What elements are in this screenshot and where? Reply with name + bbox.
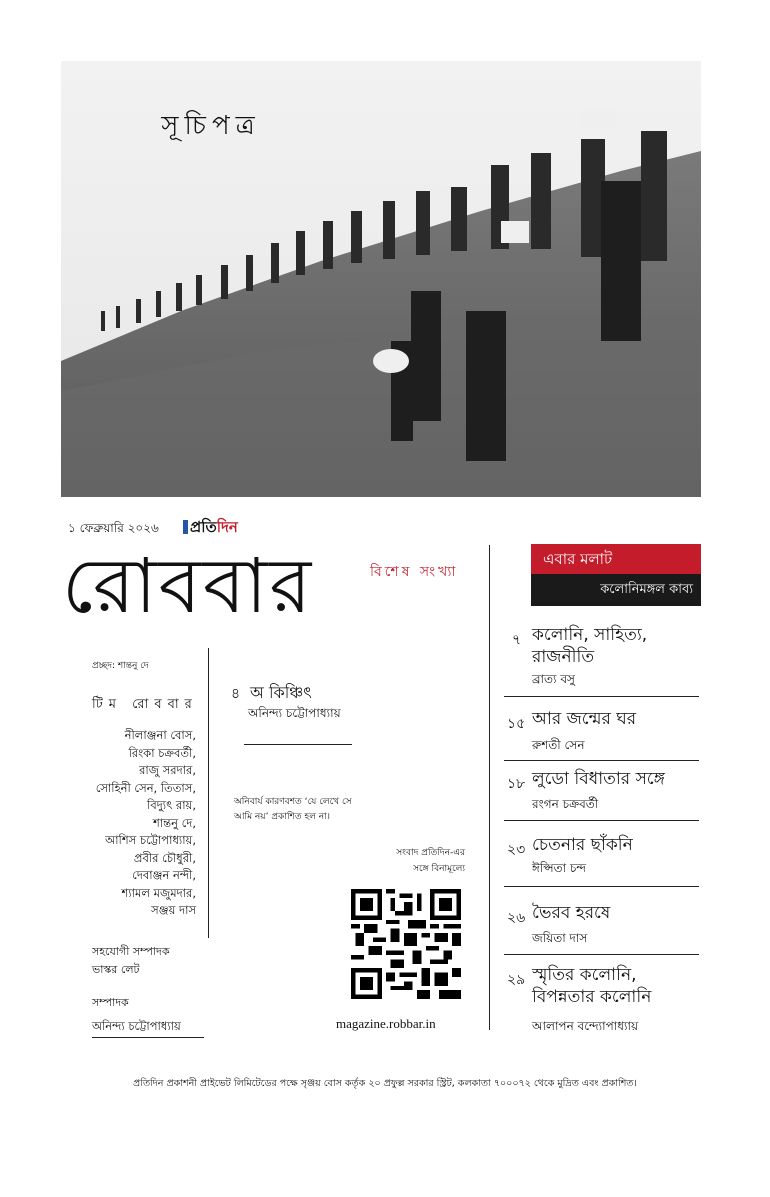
toc-item-title[interactable]: লুডো বিধাতার সঙ্গে xyxy=(532,769,665,789)
toc-divider xyxy=(504,696,699,697)
credits-divider xyxy=(208,648,209,938)
team-name: দেবাঞ্জন নন্দী, xyxy=(132,868,196,882)
editorial-title[interactable]: অ কিঞ্চিৎ xyxy=(250,683,312,702)
toc-divider xyxy=(504,954,699,955)
team-heading: টিম রোববার xyxy=(92,697,198,712)
team-name: প্রবীর চৌধুরী, xyxy=(133,850,196,865)
team-name: সঞ্জয় দাস xyxy=(151,903,196,917)
team-name: সোহিনী সেন, তিতাস, xyxy=(95,780,196,795)
associate-editor-label: সহযোগী সম্পাদক xyxy=(92,945,170,958)
toc-item-author: আলাপন বন্দ্যোপাধ্যায় xyxy=(532,1019,639,1033)
team-name: বিদ্যুৎ রায়, xyxy=(147,798,196,812)
team-names xyxy=(74,727,196,920)
toc-item-title[interactable] xyxy=(532,624,647,668)
editor-rule xyxy=(92,1037,204,1038)
notice-text xyxy=(234,795,394,825)
team-name: রিংকা চক্রবর্তী, xyxy=(128,745,196,760)
qr-code-icon[interactable] xyxy=(351,889,461,999)
toc-page-number: ২৬ xyxy=(507,910,526,926)
toc-title-line: বিপন্নতার কলোনি xyxy=(532,987,652,1007)
brand-part-2: দিন xyxy=(216,518,238,536)
toc-item-author: জয়িতা দাস xyxy=(532,931,588,945)
brand-logo xyxy=(183,516,238,541)
special-issue-label: বিশেষ সংখ্যা xyxy=(370,564,459,580)
notice-line: আমি নয়’ প্রকাশিত হল না। xyxy=(234,812,330,822)
toc-item-title[interactable]: চেতনার ছাঁকনি xyxy=(532,835,633,855)
toc-title-line: কলোনি, সাহিত্য, xyxy=(532,625,648,645)
toc-item-title[interactable] xyxy=(532,964,651,1008)
toc-divider xyxy=(504,820,699,821)
cover-credit: প্রচ্ছদ: শান্তনু দে xyxy=(92,661,149,671)
issue-date: ১ ফেব্রুয়ারি ২০২৬ xyxy=(68,521,159,535)
toc-page-number: ১৮ xyxy=(507,776,526,792)
toc-page-number: ১৫ xyxy=(507,716,526,732)
toc-item-author: ব্রাত্য বসু xyxy=(532,672,575,686)
toc-item-author: রুশতী সেন xyxy=(532,738,585,752)
editor-label: সম্পাদক xyxy=(92,996,129,1009)
associate-editor-name: ভাস্কর লেট xyxy=(92,963,140,976)
editorial-author: অনিন্দ্য চট্টোপাধ্যায় xyxy=(248,706,341,720)
editorial-page-number: ৪ xyxy=(231,686,241,702)
promo-text xyxy=(340,845,465,877)
toc-page-number: ২৯ xyxy=(507,972,526,988)
cover-photo xyxy=(61,61,701,497)
editorial-rule xyxy=(244,744,352,745)
toc-item-title[interactable]: ভৈরব হরষে xyxy=(532,903,611,923)
toc-item-author: ঈপ্সিতা চন্দ xyxy=(532,861,587,875)
team-name: রাজু সরদার, xyxy=(139,763,196,777)
masthead-title: রোববার xyxy=(62,541,314,630)
toc-page-number: ৭ xyxy=(512,632,522,648)
team-name: শ্যামল মজুমদার, xyxy=(121,885,196,900)
toc-title: সূচিপত্র xyxy=(161,111,261,141)
brand-part-1: প্রতি xyxy=(190,518,217,536)
promo-line: সংবাদ প্রতিদিন-এর xyxy=(396,848,465,858)
contents-divider xyxy=(489,545,490,1030)
toc-divider xyxy=(504,760,699,761)
toc-title-line: স্মৃতির কলোনি, xyxy=(532,965,637,985)
cover-story-label: এবার মলাট xyxy=(531,544,701,574)
team-name: নীলাঞ্জনা বোস, xyxy=(124,728,196,742)
toc-item-title[interactable]: আর জন্মের ঘর xyxy=(532,709,637,729)
toc-item-author: রংগন চক্রবর্তী xyxy=(532,797,599,811)
toc-page-number: ২৩ xyxy=(507,842,526,858)
notice-line: অনিবার্য কারণবশত ‘যে লেখে সে xyxy=(234,797,352,807)
team-name: আশিস চট্টোপাধ্যায়, xyxy=(105,833,196,847)
brand-tag-icon xyxy=(183,520,188,534)
magazine-url[interactable]: magazine.robbar.in xyxy=(336,1016,436,1031)
toc-divider xyxy=(504,886,699,887)
team-name: শান্তনু দে, xyxy=(153,815,196,830)
editor-name: অনিন্দ্য চট্টোপাধ্যায় xyxy=(92,1019,181,1033)
promo-line: সঙ্গে বিনামূল্যে xyxy=(413,864,465,874)
toc-title-line: রাজনীতি xyxy=(532,647,595,667)
cover-story-title[interactable]: কলোনিমঙ্গল কাব্য xyxy=(531,574,701,606)
imprint-line: প্রতিদিন প্রকাশনী প্রাইভেট লিমিটেডের পক্ষে সৃঞ্জয় বোস কর্তৃক ২০ প্রফুল্ল সরকার স্ট্রিট, কলকাতা ৭০০০৭২ থেকে মুদ্রিত এবং প্রকাশিত। xyxy=(133,1078,637,1089)
